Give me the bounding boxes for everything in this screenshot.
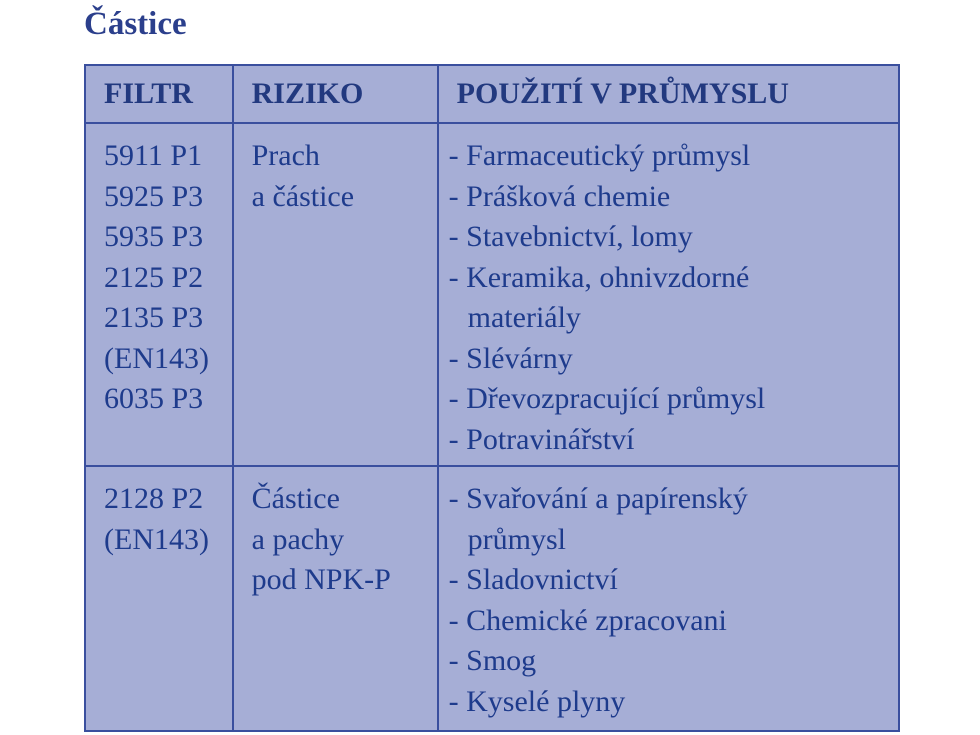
industry-item: - Prášková chemie — [448, 179, 671, 213]
industry-item: - Kyselé plyny — [448, 684, 626, 718]
risk-text: Částice — [251, 482, 340, 515]
filter-code: 6035 P3 — [104, 382, 204, 415]
riziko-cell — [233, 466, 438, 731]
table-row — [85, 466, 899, 731]
header-filtr: FILTR — [85, 65, 233, 123]
filter-standard: (EN143) — [104, 341, 209, 375]
filter-code: 5911 P1 — [104, 139, 203, 172]
industry-item: - Dřevozpracující průmysl — [448, 382, 766, 415]
filter-code: 2128 P2 — [104, 482, 204, 515]
industry-item: - Chemické zpracovani — [448, 603, 727, 637]
filtr-cell — [85, 123, 233, 466]
filter-code: 5925 P3 — [104, 179, 204, 213]
industry-item: - Sladovnictví — [448, 563, 618, 596]
table-row — [85, 123, 899, 466]
header-riziko: RIZIKO — [233, 65, 438, 123]
filter-code: 2135 P3 — [104, 301, 204, 334]
risk-text: Prach — [251, 139, 320, 172]
pouziti-cell — [438, 123, 899, 466]
industry-item: - Smog — [448, 644, 537, 677]
industry-item: - Slévárny — [448, 341, 573, 375]
risk-text: a pachy — [251, 522, 345, 556]
industry-item-continuation: materiály — [467, 301, 581, 334]
filter-code: 5935 P3 — [104, 220, 204, 253]
filter-code: 2125 P2 — [104, 260, 204, 294]
header-pouziti: POUŽITÍ V PRŮMYSLU — [438, 65, 899, 123]
risk-text: pod NPK-P — [251, 563, 391, 596]
table-header-row — [85, 65, 899, 123]
industry-item: - Svařování a papírenský — [448, 482, 748, 515]
risk-text: a částice — [251, 179, 355, 213]
riziko-cell — [233, 123, 438, 466]
industry-item: - Farmaceutický průmysl — [448, 139, 751, 172]
industry-item: - Keramika, ohnivzdorné — [448, 260, 750, 294]
filter-table — [84, 64, 900, 732]
page-title: Částice — [84, 6, 187, 42]
filtr-cell — [85, 466, 233, 731]
filter-standard: (EN143) — [104, 522, 209, 556]
industry-item-continuation: průmysl — [467, 522, 566, 556]
industry-item: - Potravinářství — [448, 422, 635, 456]
industry-item: - Stavebnictví, lomy — [448, 220, 693, 253]
pouziti-cell — [438, 466, 899, 731]
